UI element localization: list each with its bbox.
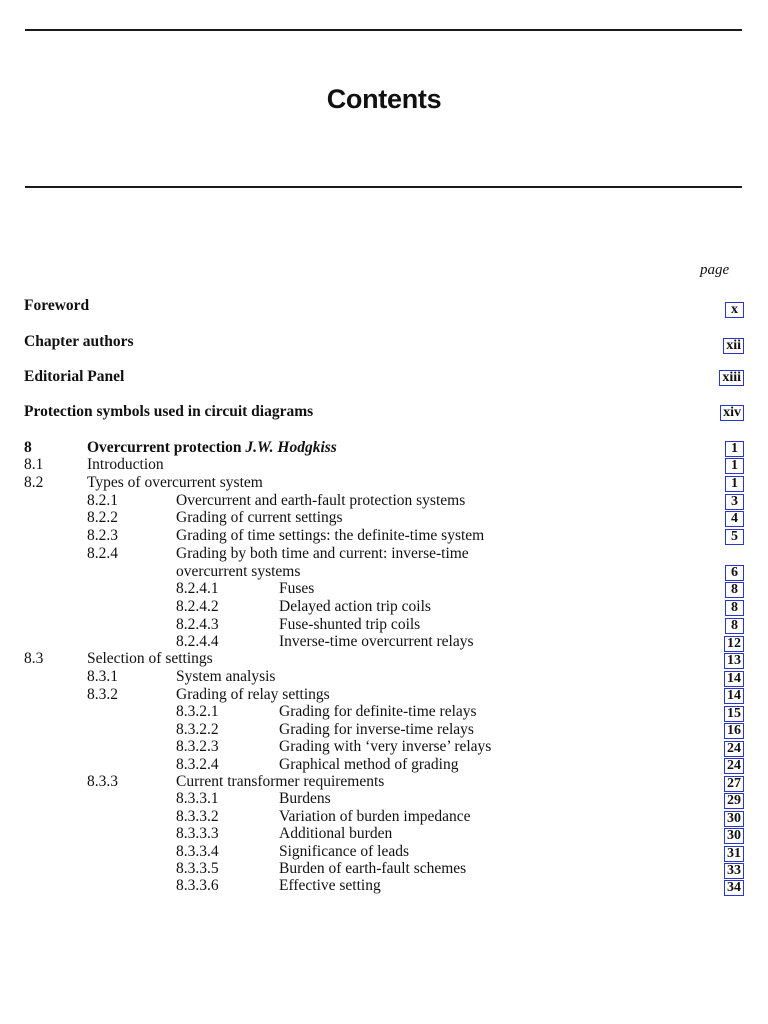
toc-entry-title[interactable]: Overcurrent and earth-fault protection systems [176,492,466,509]
toc-entry-number: 8.3.3.4 [176,843,219,860]
toc-page-number[interactable]: 12 [724,636,744,652]
toc-entry-title[interactable]: Fuse-shunted trip coils [279,616,421,633]
toc-entry-number: 8.2.2 [87,509,118,526]
toc-entry-number: 8 [24,439,32,456]
toc-page-number[interactable]: 24 [724,758,744,774]
toc-entry-title[interactable]: Grading by both time and current: inverse-time [176,545,469,562]
toc-entry-number: 8.3.2.1 [176,703,219,720]
toc-page-number[interactable]: 29 [724,793,744,809]
toc-entry-number: 8.3 [24,650,44,667]
toc-entry-number: 8.2.1 [87,492,118,509]
toc-page-number[interactable]: 3 [725,494,744,510]
page-column-label: page [700,262,730,278]
toc-entry-number: 8.3.2.3 [176,738,219,755]
toc-page-number[interactable]: 4 [725,511,744,527]
toc-page-number[interactable]: 31 [724,846,744,862]
toc-page-number[interactable]: xii [723,338,744,354]
toc-page-number[interactable]: 30 [724,828,744,844]
toc-entry-number: 8.2.4.3 [176,616,219,633]
toc-entry-title[interactable]: Delayed action trip coils [279,598,431,615]
toc-entry-number: 8.2 [24,474,44,491]
toc-page-number[interactable]: 16 [724,723,744,739]
toc-entry-title[interactable]: Graphical method of grading [279,756,459,773]
toc-page-number[interactable]: 5 [725,529,744,545]
toc-entry-number: 8.1 [24,456,44,473]
toc-page-number[interactable]: 14 [724,688,744,704]
toc-page-number[interactable]: 8 [725,618,744,634]
toc-front-title[interactable]: Chapter authors [24,333,134,350]
toc-entry-number: 8.3.1 [87,668,118,685]
toc-front-title[interactable]: Protection symbols used in circuit diagrams [24,403,314,420]
toc-entry-title-continued[interactable]: overcurrent systems [176,563,301,580]
toc-page-number[interactable]: 6 [725,565,744,581]
toc-page-number[interactable]: 1 [725,476,744,492]
top-rule [25,29,742,31]
toc-front-title[interactable]: Editorial Panel [24,368,125,385]
toc-entry-title[interactable]: Effective setting [279,877,381,894]
toc-entry-title[interactable]: Introduction [87,456,164,473]
toc-entry-number: 8.3.3.2 [176,808,219,825]
toc-entry-number: 8.3.3.1 [176,790,219,807]
toc-entry-number: 8.3.2.2 [176,721,219,738]
toc-page-number[interactable]: 33 [724,863,744,879]
toc-page-number[interactable]: 15 [724,706,744,722]
toc-entry-number: 8.2.4.1 [176,580,219,597]
toc-entry-title[interactable]: Grading for definite-time relays [279,703,477,720]
toc-entry-title[interactable]: Types of overcurrent system [87,474,263,491]
toc-page-number[interactable]: 34 [724,880,744,896]
toc-entry-title[interactable]: Grading of current settings [176,509,343,526]
toc-page-number[interactable]: 8 [725,600,744,616]
toc-entry-title[interactable]: Burdens [279,790,331,807]
toc-entry-number: 8.2.4.2 [176,598,219,615]
toc-entry-number: 8.2.4.4 [176,633,219,650]
page-title: Contents [326,84,442,114]
toc-entry-number: 8.3.2 [87,686,118,703]
toc-entry-title[interactable]: Significance of leads [279,843,409,860]
toc-entry-title[interactable]: Overcurrent protection J.W. Hodgkiss [87,439,337,456]
toc-entry-title[interactable]: Grading of relay settings [176,686,330,703]
toc-entry-title[interactable]: System analysis [176,668,276,685]
toc-page-number[interactable]: 13 [724,653,744,669]
toc-page-number[interactable]: x [725,302,744,318]
toc-page-number[interactable]: 27 [724,776,744,792]
toc-entry-number: 8.2.4 [87,545,118,562]
toc-entry-number: 8.3.3.3 [176,825,219,842]
toc-entry-title[interactable]: Burden of earth-fault schemes [279,860,467,877]
toc-page-number[interactable]: 1 [725,441,744,457]
toc-entry-author: J.W. Hodgkiss [245,439,337,456]
toc-page-number[interactable]: xiv [720,405,744,421]
toc-page-number[interactable]: 1 [725,458,744,474]
toc-entry-title[interactable]: Additional burden [279,825,393,842]
toc-entry-title[interactable]: Grading for inverse-time relays [279,721,474,738]
toc-front-title[interactable]: Foreword [24,297,90,314]
toc-entry-title[interactable]: Grading of time settings: the definite-time system [176,527,485,544]
toc-page-number[interactable]: 8 [725,582,744,598]
toc-entry-title[interactable]: Current transformer requirements [176,773,385,790]
toc-entry-title[interactable]: Fuses [279,580,315,597]
toc-page-number[interactable]: 14 [724,671,744,687]
toc-page-number[interactable]: 24 [724,741,744,757]
toc-entry-number: 8.3.3.6 [176,877,219,894]
toc-entry-title[interactable]: Selection of settings [87,650,213,667]
toc-entry-number: 8.3.3 [87,773,118,790]
toc-page-number[interactable]: xiii [719,370,744,386]
title-rule [25,186,742,188]
toc-entry-number: 8.3.2.4 [176,756,219,773]
toc-entry-number: 8.3.3.5 [176,860,219,877]
toc-entry-number: 8.2.3 [87,527,118,544]
toc-entry-title[interactable]: Grading with ‘very inverse’ relays [279,738,492,755]
toc-entry-title[interactable]: Inverse-time overcurrent relays [279,633,474,650]
toc-page-number[interactable]: 30 [724,811,744,827]
toc-entry-title[interactable]: Variation of burden impedance [279,808,471,825]
